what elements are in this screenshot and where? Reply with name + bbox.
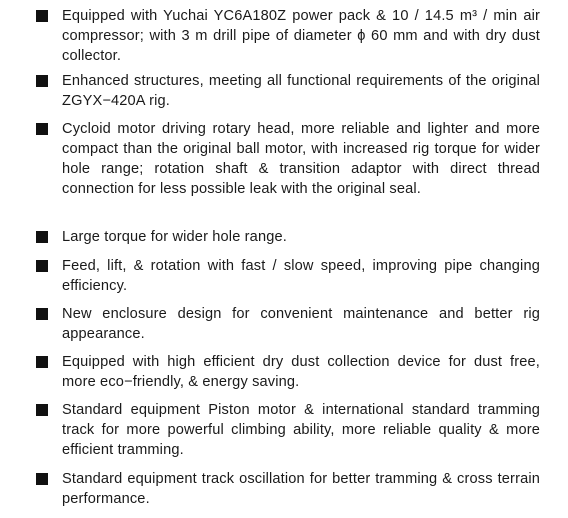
list-item-text: Standard equipment track oscillation for better tramming & cross terrain performance. [62,471,540,507]
square-bullet-icon [36,260,48,272]
square-bullet-icon [36,231,48,243]
square-bullet-icon [36,123,48,135]
list-item-text: Large torque for wider hole range. [62,229,287,245]
list-item-text: Standard equipment Piston motor & international standard tramming track for more powerful climbing ability, more reliable quality & more efficient tramming. [62,402,540,458]
square-bullet-icon [36,356,48,368]
square-bullet-icon [36,10,48,22]
list-item-text: New enclosure design for convenient maintenance and better rig appearance. [62,306,540,342]
list-item-text: Equipped with high efficient dry dust collection device for dust free, more eco−friendly, & energy saving. [62,354,540,390]
square-bullet-icon [36,404,48,416]
list-item-text: Feed, lift, & rotation with fast / slow speed, improving pipe changing efficiency. [62,258,540,294]
square-bullet-icon [36,308,48,320]
list-item-text: Enhanced structures, meeting all functional requirements of the original ZGYX−420A rig. [62,73,540,109]
list-item-text: Equipped with Yuchai YC6A180Z power pack & 10 / 14.5 m³ / min air compressor; with 3 m drill pipe of diameter ϕ 60 mm and with dry dust collector. [62,8,540,64]
square-bullet-icon [36,473,48,485]
square-bullet-icon [36,75,48,87]
list-item-text: Cycloid motor driving rotary head, more reliable and lighter and more compact than the original ball motor, with increased rig torque for wider hole range; rotation shaft & transition adaptor with direct thread connection for less possible leak with the original seal. [62,121,540,197]
